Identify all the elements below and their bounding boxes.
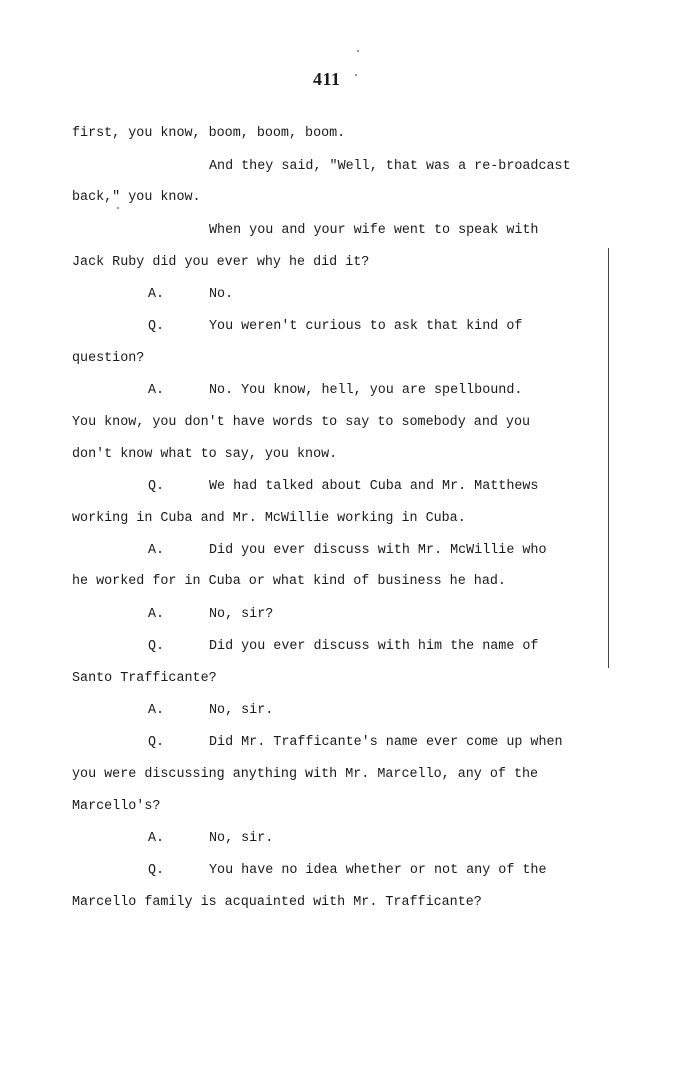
question-text: Did you ever discuss with him the name of [209, 639, 539, 654]
page-number: 411 [313, 69, 341, 89]
transcript-line: You know, you don't have words to say to somebody and you [72, 415, 531, 430]
answer-text: No, sir. [209, 831, 274, 846]
question-text: We had talked about Cuba and Mr. Matthews [209, 479, 539, 494]
transcript-line: you were discussing anything with Mr. Marcello, any of the [72, 767, 539, 782]
transcript-line: When you and your wife went to speak with [209, 223, 539, 238]
transcript-line: back," you know. [72, 190, 201, 205]
speaker-label: A. [148, 703, 165, 718]
transcript-line: And they said, "Well, that was a re-broadcast [209, 159, 571, 174]
question-text: You have no idea whether or not any of the [209, 863, 547, 878]
speaker-label: Q. [148, 639, 165, 654]
question-text: Did Mr. Trafficante's name ever come up when [209, 735, 563, 750]
speaker-label: A. [148, 383, 165, 398]
scan-speck [117, 207, 119, 209]
speaker-label: Q. [148, 479, 165, 494]
transcript-line: working in Cuba and Mr. McWillie working in Cuba. [72, 511, 466, 526]
answer-text: No. You know, hell, you are spellbound. [209, 383, 523, 398]
scan-speck [355, 74, 357, 76]
margin-change-bar [608, 248, 609, 668]
transcript-line: Marcello family is acquainted with Mr. Trafficante? [72, 895, 482, 910]
question-text: Did you ever discuss with Mr. McWillie who [209, 543, 547, 558]
scan-speck [357, 50, 359, 52]
transcript-line: Marcello's? [72, 799, 161, 814]
transcript-line: question? [72, 351, 145, 366]
transcript-line: first, you know, boom, boom, boom. [72, 126, 346, 141]
speaker-label: Q. [148, 319, 165, 334]
transcript-line: Santo Trafficante? [72, 671, 217, 686]
speaker-label: A. [148, 831, 165, 846]
answer-text: No, sir? [209, 607, 274, 622]
speaker-label: A. [148, 287, 165, 302]
answer-text: No. [209, 287, 234, 302]
answer-text: No, sir. [209, 703, 274, 718]
transcript-line: he worked for in Cuba or what kind of business he had. [72, 574, 506, 589]
transcript-line: Jack Ruby did you ever why he did it? [72, 255, 370, 270]
speaker-label: A. [148, 543, 165, 558]
speaker-label: A. [148, 607, 165, 622]
speaker-label: Q. [148, 863, 165, 878]
speaker-label: Q. [148, 735, 165, 750]
question-text: You weren't curious to ask that kind of [209, 319, 523, 334]
transcript-line: don't know what to say, you know. [72, 447, 338, 462]
